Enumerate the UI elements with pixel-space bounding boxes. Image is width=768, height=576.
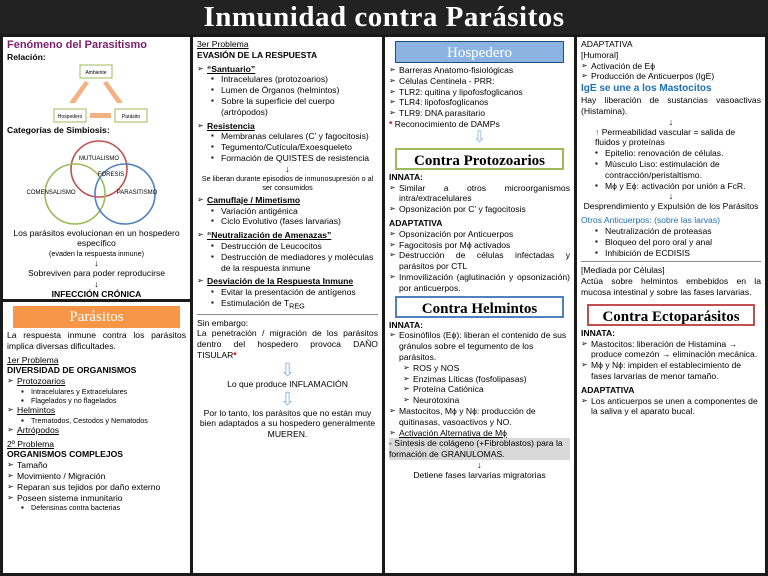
list-item: ▪ Neutralización de proteasas: [595, 226, 761, 237]
list-item: ➢ Mastocitos: liberación de Histamina → produce comezón → eliminación mecánica.: [581, 339, 761, 361]
list-item: ▪ Mϕ y Eϕ: activación por unión a FcR.: [595, 181, 761, 192]
list-item: ▪ Variación antigénica: [211, 206, 378, 217]
list-item: ▪ Destrucción de Leucocitos: [211, 241, 378, 252]
sobreviven-text: Sobreviven para poder reproducirse: [27, 268, 166, 279]
ige-text: IgE se une a los Mastocitos: [581, 83, 712, 95]
parasito-node: Parásito: [121, 113, 141, 120]
cronica-text: INFECCIÓN CRÓNICA: [51, 288, 142, 299]
desviacion-label: Desviación de la Respuesta Inmune: [207, 276, 354, 287]
liberan-text: Se liberan durante episodios de inmunosupresión o al ser consumidos: [201, 173, 374, 192]
comensalismo-label: COMENSALISMO: [26, 189, 76, 196]
list-item: ➢ Mϕ y Nϕ: impiden el establecimiento de fases larvarias de menor tamaño.: [581, 360, 761, 382]
desprendimiento-text: Desprendimiento y Expulsión de los Parásitos: [583, 201, 759, 212]
list-item: ➢ Inmovilización (aglutinación y opsonización) por anticuerpos.: [389, 272, 570, 294]
innata-label: INNATA:: [389, 171, 424, 182]
list-item: ➢ Los anticuerpos se unen a componentes de la saliva y el aparato bucal.: [581, 396, 761, 418]
parasitos-panel: [3, 302, 190, 573]
list-item: ➢ Movimiento / Migración: [7, 471, 186, 482]
symbiosis-venn: [7, 136, 186, 228]
list-item: ▪ Defensinas contra bacterias: [21, 503, 186, 512]
list-item: ➢ Mastocitos, Mϕ y Nϕ: producción de quitinasas, vasoactivos y NO.: [389, 406, 570, 428]
list-item: ➢ Activación de Eϕ: [581, 61, 761, 72]
otros-text: Otros Anticuerpos: (sobre las larvas): [581, 215, 720, 226]
asterisk-icon: *: [389, 118, 395, 129]
problem2-label: 2º Problema: [7, 438, 55, 449]
foresis-label: FORESIS: [97, 171, 125, 178]
protozoarios-label: Protozoarios: [17, 376, 66, 387]
list-item: ▪ Inhibición de ECDISIS: [595, 248, 761, 259]
treg-subscript: REG: [289, 301, 305, 311]
evasion-panel: [193, 37, 382, 573]
protozoarios-header: Contra Protozoarios: [395, 148, 564, 170]
sin-embargo: Sin embargo:: [197, 317, 249, 328]
parasitism-panel: [3, 37, 190, 299]
list-item: ➢ Similar a otros microorganismos intra/extracelulares: [389, 183, 570, 205]
humoral-label: [Humoral]: [581, 49, 619, 60]
adaptativa-label: ADAPTATIVA: [389, 217, 443, 228]
helmintos-label: Helmintos: [17, 404, 56, 415]
santuario-label: “Santuario”: [207, 63, 256, 74]
down-arrow-icon: ⇩: [279, 388, 296, 409]
list-item: ➢ Eosinófilos (Eϕ): liberan el contenido de sus gránulos sobre el tegumento de los parásitos.: [389, 330, 570, 362]
sintesis-text: - Síntesis de colágeno (+Fibroblastos) para la formación de GRANULOMAS.: [389, 438, 570, 460]
artropodos-label: Artrópodos: [17, 424, 60, 435]
perm-text: Permeabilidad vascular = salida de fluidos y proteínas: [595, 126, 736, 148]
list-item: ➢ Tamaño: [7, 460, 186, 471]
parasitos-intro: La respuesta inmune contra los parásitos implica diversas dificultades.: [7, 330, 186, 351]
list-item: ▪ Bloqueo del poro oral y anal: [595, 237, 761, 248]
list-item: ▪ Ciclo Evolutivo (fases larvarias): [211, 216, 378, 227]
mediada-label: [Mediada por Células]: [581, 265, 665, 276]
damps-text: Reconocimiento de DAMPs: [394, 118, 500, 129]
list-item: ▪ Lumen de Órganos (helmintos): [211, 85, 378, 96]
evolution-text: Los parásitos evolucionan en un hospedero específico: [13, 227, 180, 249]
list-item: ▪ Tegumento/Cutícula/Exoesqueleto: [211, 142, 378, 153]
list-item: ➢ Opsonización por C’ y fagocitosis: [389, 204, 570, 215]
list-item: ➢ Activación Alternativa de Mϕ: [389, 428, 570, 439]
list-item: ➢ Células Centinela - PRR:: [389, 76, 570, 87]
evaden-text: (evaden la respuesta inmune): [48, 249, 145, 259]
problem1-title: DIVERSIDAD DE ORGANISMOS: [7, 365, 137, 376]
problem2-title: ORGANISMOS COMPLEJOS: [7, 449, 124, 460]
camuflaje-label: Camuflaje / Mimetismo: [207, 194, 301, 205]
list-item: ➢ Poseen sistema inmunitario: [7, 493, 186, 504]
list-item: ➢ Enzimas Líticas (fosfolipasas): [403, 374, 570, 385]
down-arrow-icon: ↓: [94, 258, 99, 269]
penetracion-text: La penetración / migración de los parásitos dentro del hospedero provoca DAÑO TISULAR*: [197, 328, 378, 361]
problem1-label: 1er Problema: [7, 354, 59, 365]
list-item: ▪ Evitar la presentación de antígenos: [211, 287, 378, 298]
resistencia-label: Resistencia: [207, 120, 255, 131]
relation-label: Relación:: [7, 52, 46, 62]
asterisk-icon: *: [233, 350, 237, 361]
list-item: ➢ Producción de Anticuerpos (IgE): [581, 71, 761, 82]
list-item: ▪ Flagelados y no flagelados: [21, 396, 186, 405]
down-arrow-icon: ⇩: [472, 128, 487, 146]
list-item: ▪ Sobre la superficie del cuerpo (artrópodos): [211, 96, 378, 118]
list-item: ➢ TLR2: quitina y lipofosfoglicanos: [389, 87, 570, 98]
list-item: ➢ Barreras Anatomo-fisiológicas: [389, 65, 570, 76]
list-item: ➢ Reparan sus tejidos por daño externo: [7, 482, 186, 493]
list-item: ▪ Intracelulares y Extracelulares: [21, 387, 186, 396]
list-item: ➢ TLR4: lipofosfoglicanos: [389, 97, 570, 108]
down-arrow-icon: ↓: [285, 163, 290, 174]
list-item: ➢ Destrucción de células infectadas y parásitos por CTL: [389, 250, 570, 272]
list-item: ▪ Epitelio: renovación de células.: [595, 148, 761, 159]
list-item: ▪ Formación de QUISTES de resistencia: [211, 153, 378, 164]
down-arrow-icon: ↓: [668, 191, 674, 202]
down-arrow-icon: ↓: [477, 459, 482, 470]
list-item: ▪ Trematodos, Cestodos y Nematodos: [21, 416, 186, 425]
hospedero-node: Hospedero: [57, 113, 83, 120]
innata-label: INNATA:: [581, 327, 616, 338]
problem3-title: EVASIÓN DE LA RESPUESTA: [197, 49, 318, 60]
list-item: ▪ Membranas celulares (C’ y fagocitosis): [211, 131, 378, 142]
down-arrow-icon: ⇩: [279, 359, 296, 380]
adaptativa-label: ADAPTATIVA: [581, 39, 633, 49]
categorias-label: Categorías de Simbiosis:: [7, 124, 110, 135]
parasitismo-label: PARASITISMO: [116, 189, 158, 196]
list-item: ▪ Destrucción de mediadores y moléculas de la respuesta inmune: [211, 252, 378, 274]
hospedero-panel: [385, 37, 574, 573]
helmintos-header: Contra Helmintos: [395, 296, 564, 318]
list-item: ➢ Neurotoxina: [403, 395, 570, 406]
detiene-text: Detiene fases larvarias migratorias: [413, 469, 546, 480]
list-item: ➢ ROS y NOS: [403, 363, 570, 374]
ambiente-node: Ambiente: [85, 69, 107, 76]
list-item: ▪ Intracelulares (protozoarios): [211, 74, 378, 85]
parasitism-heading: Fenómeno del Parasitismo: [7, 39, 147, 51]
list-item: ▪ Músculo Liso: estimulación de contracción/peristaltismo.: [595, 159, 761, 181]
up-arrow-icon: ↑: [595, 126, 602, 137]
ectoparasitos-header: Contra Ectoparásitos: [587, 304, 755, 326]
hospedero-header: Hospedero: [395, 41, 564, 63]
innata-label: INNATA:: [389, 319, 424, 330]
down-arrow-icon: ↓: [94, 278, 99, 289]
list-item: ➢ Proteína Catiónica: [403, 384, 570, 395]
mutualismo-label: MUTUALISMO: [78, 155, 120, 162]
list-item: ➢ Fagocitosis por Mϕ activados: [389, 240, 570, 251]
page-title: Inmunidad contra Parásitos: [0, 0, 768, 34]
adaptativa-panel: [577, 37, 765, 573]
neutralizacion-label: “Neutralización de Amenazas”: [207, 230, 332, 241]
parasitos-header: Parásitos: [13, 306, 180, 328]
list-item: ▪ Estimulación de $T_{REG}$: [211, 298, 378, 311]
produce-text: Lo que produce INFLAMACIÓN: [227, 378, 348, 389]
down-arrow-icon: ↓: [668, 116, 674, 127]
adaptativa-label: ADAPTATIVA: [581, 384, 635, 395]
list-item: ➢ TLR9: DNA parasitario: [389, 108, 570, 119]
relation-diagram: [7, 63, 186, 125]
hay-text: Hay liberación de sustancias vasoactivas (Histamina).: [581, 94, 761, 116]
list-item: ➢ Opsonización por Anticuerpos: [389, 229, 570, 240]
tanto-text: Por lo tanto, los parásitos que no están muy bien adaptados a su hospedero generalmente MUEREN.: [199, 407, 376, 440]
actua-text: Actúa sobre helmintos embebidos en la mucosa intestinal y sobre las fases larvarias.: [581, 276, 761, 297]
problem3-label: 3er Problema: [197, 39, 249, 49]
